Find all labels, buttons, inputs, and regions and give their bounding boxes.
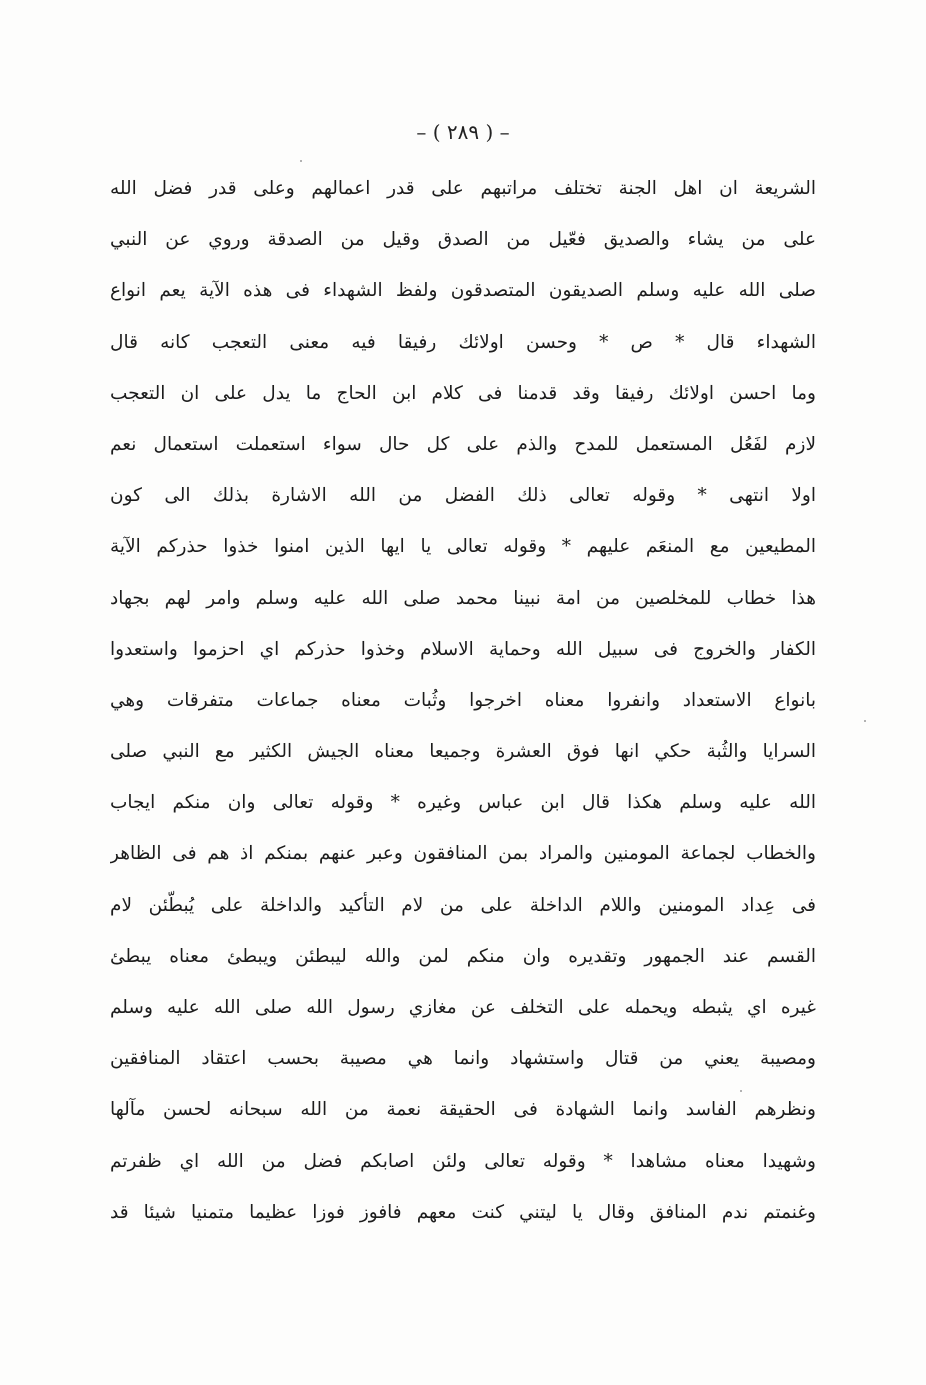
body-text [110, 163, 816, 1238]
text-line: صلى الله عليه وسلم الصديقون المتصدقون ولفظ الشهداء فى هذه الآية يعم انواع [110, 280, 816, 302]
text-line: والخطاب لجماعة المومنين والمراد بمن المنافقون وعبر عنهم بمنكم اذ هم فى الظاهر [110, 843, 816, 865]
text-line: الله عليه وسلم هكذا قال ابن عباس وغيره * وقوله تعالى وان منكم ايجاب [110, 792, 816, 814]
text-line: ونظرهم الفاسد وانما الشهادة فى الحقيقة نعمة من الله سبحانه لحسن مآلها [110, 1099, 816, 1121]
text-line: وشهيدا معناه مشاهدا * وقوله تعالى ولئن اصابكم فضل من الله اي ظفرتم [110, 1150, 816, 1172]
text-line: القسم عند الجمهور وتقديره وان منكم لمن والله ليبطئن ويبطئ معناه يبطئ [110, 945, 816, 967]
text-line: غيره اي يثبطه ويحمله على التخلف عن مغازي رسول الله صلى الله عليه وسلم [110, 997, 816, 1018]
text-line: الشهداء قال * ص * وحسن اولائك رفيقا فيه معنى التعجب كانه قال [110, 331, 816, 353]
text-line: وما احسن اولائك رفيقا وقد قدمنا فى كلام ابن الحاج ما يدل على ان التعجب [110, 382, 816, 404]
text-line: على من يشاء والصديق فعّيل من الصدق وقيل من الصدقة وروي عن النبي [110, 229, 816, 251]
paper-speck [300, 160, 302, 162]
paper-speck [740, 1090, 742, 1092]
text-line: لازم لفَعُل المستعمل للمدح والذم على كل حال سواء استعملت استعمال نعم [110, 433, 816, 455]
text-line: السرايا والثُبة حكي انها فوق العشرة وجميعا معناه الجيش الكثير مع النبي صلى [110, 741, 816, 763]
text-line: ومصيبة يعني من قتال واستشهاد وانما هي مصيبة بحسب اعتقاد المنافقين [110, 1048, 816, 1070]
text-line: الكفار والخروج فى سبيل الله وحماية الاسلام وخذوا حذركم اي احزموا واستعدوا [110, 638, 816, 660]
text-line: بانواع الاستعداد وانفروا معناه اخرجوا وثُبات معناه جماعات متفرقات وهي [110, 689, 816, 711]
text-line: اولا انتهى * وقوله تعالى ذلك الفضل من الله الاشارة بذلك الى كون [110, 485, 816, 507]
text-line: المطيعين مع المنعَم عليهم * وقوله تعالى يا ايها الذين امنوا خذوا حذركم الآية [110, 536, 816, 558]
text-line: الشريعة ان اهل الجنة تختلف مراتبهم على قدر اعمالهم وعلى قدر فضل الله [110, 178, 816, 199]
paper-speck [864, 720, 866, 722]
text-line: فى عِداد المومنين واللام الداخلة على من لام التأكيد والداخلة على يُبطّئن لام [110, 894, 816, 916]
text-line: وغنمتم ندم المنافق وقال يا ليتني كنت معهم فافوز فوزا عظيما متمنيا شيئا قد [110, 1201, 816, 1223]
page-number: – ( ٢٨٩ ) – [416, 120, 510, 144]
text-line: هذا خطاب للمخلصين من امة نبينا محمد صلى الله عليه وسلم وامر لهم بجهاد [110, 587, 816, 609]
